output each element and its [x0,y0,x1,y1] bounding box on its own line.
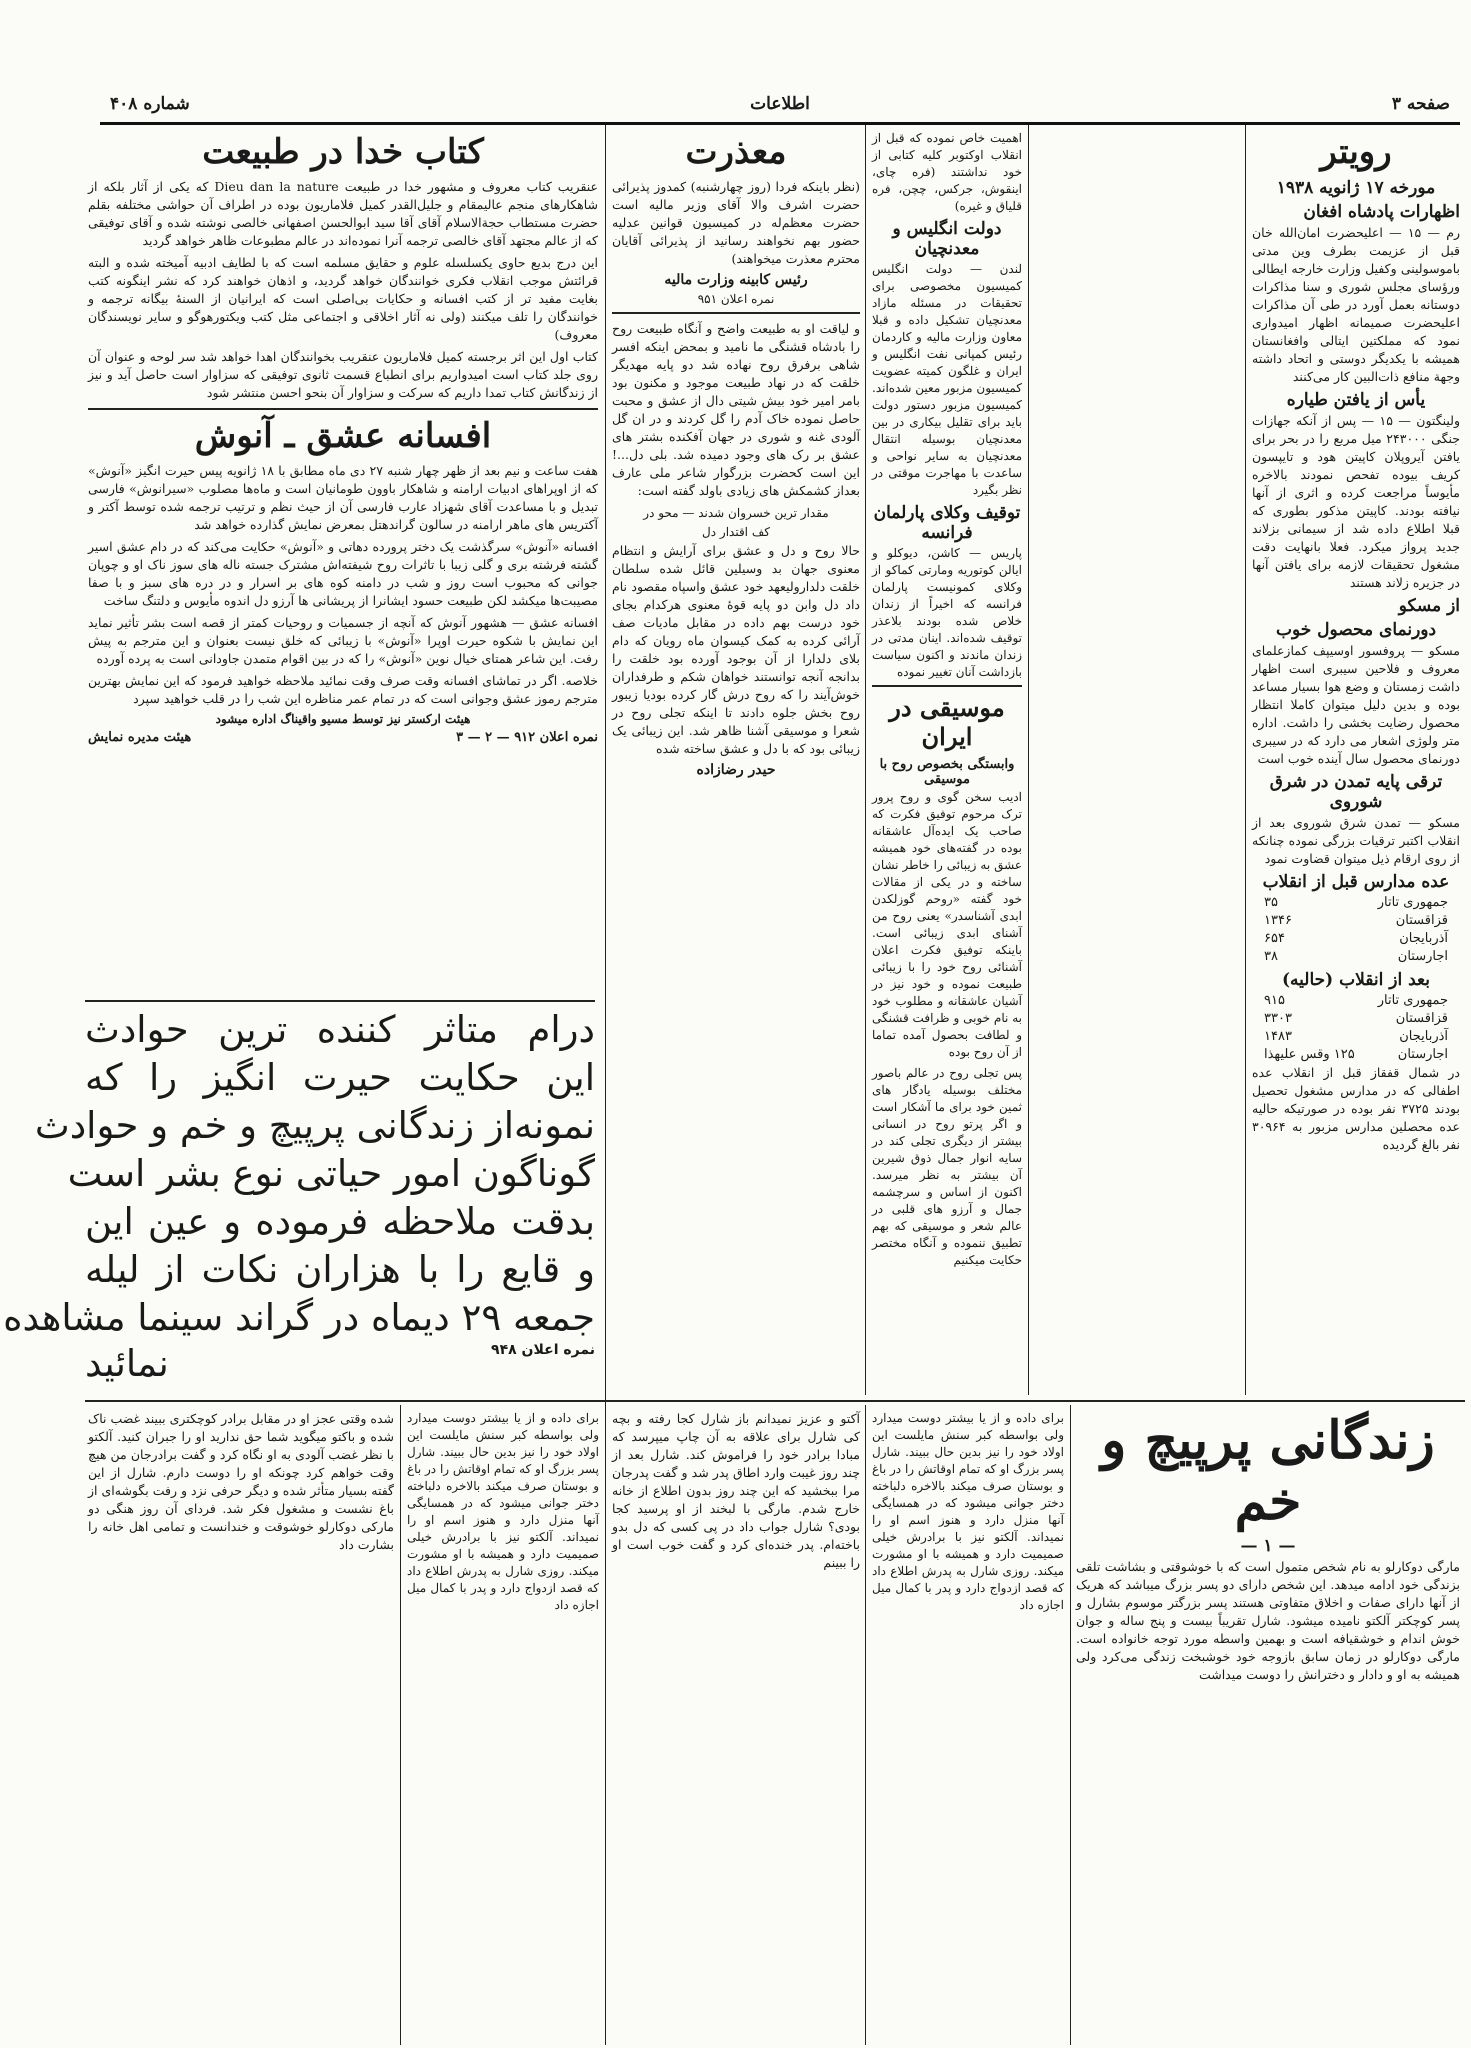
verse-line: مقدار ترین خسروان شدند — محو در [643,506,829,520]
serial-column-5 [88,1410,394,2040]
airplane-text: ولینگتون — ۱۵ — پس از آنکه جهازات جنگی ۲۴۳۰۰۰ میل مربع را در بحر برای یافتن آیروپلان کاپیتن هود و تایپسون کریف بیوده تفحص نمودند بالاخره مأیوساً مراجعت کرده و اثری از آنها نیافته بودند. کاپیتن مذکور بطوری که قبلا اطلاع داده شد از سیمانی بزلاند جدید پرواز میکرد. فعلا بانهایت دقت مشغول تحقیقات لازمه برای یافتن آنها در جزیره زلاند هستند [1252,413,1460,590]
civilization-heading: ترقی پایه تمدن در شرق شوروی [1269,772,1443,812]
ad-line: بدقت ملاحظه فرموده و عین این [85,1200,595,1243]
harvest-text: مسکو — پروفسور اوسیپف کمازعلمای معروف و فلاحین سیبری است اظهار داشت زمستان و وضع هوا بسیار مساعد بوده و بدین دلیل میتوان کاملا انتظار محصول رضایت بخشی را داشت. اداره متر ولوژی اشعار می دارد که در سیبری دورنمای محصول سال آینده خوب است [1252,643,1460,766]
serial-column-4 [407,1410,599,2040]
serial-column-3 [612,1410,860,2040]
cinema-advertisement [3,1000,595,1405]
apology-title: معذرت [685,132,787,172]
apology-notice: نمره اعلان ۹۵۱ [697,292,775,306]
moscow-heading: از مسکو [1398,596,1460,616]
masthead [100,92,1460,125]
miners-heading: دولت انگلیس و معدنچیان [892,219,1002,259]
serial-text-3: آکتو و عزیز نمیدانم باز شارل کجا رفته و بچه کی شارل برای علاقه به آن چاپ میپرسد که مبادا برادر خود را فراموش کند. شارل بعد از چند روز غیبت وارد اطاق پدر شد و گفت پدرجان مرا ببخشید که این چند روز بدون اطلاع از خانه خارج شدم. مارگی با لبخند از او پرسید کجا بودی؟ شارل جواب داد در پی کسی که دل بدو باخته‌ام. پدر خنده‌ای کرد و گفت خوب است او را ببینم [612,1411,860,1570]
apology-text: (نظر باینکه فردا (روز چهارشنبه) کمدوز پذیرائی حضرت اشرف والا آقای وزیر مالیه است حضرت معظم‌له در کمیسیون قوانین عدلیه حضور بهم نخواهند رسانید از پذیرائی آقایان محترم معذرت میخواهند) [612,179,860,266]
serial-column-1 [1076,1410,1460,2040]
column-rule [1028,125,1029,1395]
essay-text: و لیاقت او به طبیعت واضح و آنگاه طبیعت روح را بادشاه قشنگی ما نامید و بمحض اینکه افسر شاهی برفرق روح نهاده شد دو پایه مهدیگر خلقت که در نهاد طبیعت موجود و مکنون بود بامر امیر خود بیش شیتی دال از عشق و محبت حاصل نموده خاک آدم را گل کردند و در ان گل آلودی غنه و شوری در جهان آفکنده بشتر های عشق بر رک های وجود دمیده شد. بلی دل...! این است کحضرت بزرگوار شاعر ملی عارف بعداز کشمکش های زیادی باولد گفته است: [612,321,860,498]
anush-text-1: هفت ساعت و نیم بعد از ظهر چهار شنبه ۲۷ دی ماه مطابق با ۱۸ ژانویه پیس حیرت انگیز «آنوش» که از اوپراهای ادبیات ارامنه و شاهکار باوون طومانیان است و ماه‌ها مصلوب «سیرانوش» فارسی تبدیل و با مساعدت آقای شهزاد عارب فارسی آن از حیث نظم و ترتیب ترجمه شده توسط آکتر و آکتریس های ماهر ارامنه در سالون گراندهتل بمعرض نمایش گذارده خواهد شد [88,463,598,532]
column-rule [865,125,866,1395]
serial-text-2: برای داده و از یا بیشتر دوست میدارد ولی بواسطه کبر سنش مایلست این اولاد خود را نیز بدین حال ببیند. شارل پسر بزرگ او که تمام اوقاتش را در باغ و بوستان صرف میکند بالاخره دلباخته دختر جوانی میشود که در همسایگی آنها منزل دارد و هنوز اسم او را نمیداند. آلکتو نیز با برادرش خیلی صمیمیت دارد و همیشه با او مشورت میکند. روزی شارل به پدرش اطلاع داد که قصد ازدواج دارد و پدر با کمال میل اجازه داد [872,1411,1064,1612]
paper-name: اطلاعات [750,94,810,114]
column-news [872,130,1022,1395]
serial-text-1: مارگی دوکارلو به نام شخص متمول است که با خوشوقتی و بشاشت تلقی بزندگی خود ادامه میدهد. این شخص دارای دو پسر بزرگ میباشد که هریک از آنها دارای صفات و اخلاق متفاوتی هستند پسر بزرگتر موسوم بشارل و پسر کوچکتر آلکتو نامیده میشود. شارل تقریباً بیست و پنج ساله و جوان خوش اندام و خوشقیافه است و بهمین واسطه مورد توجه خانواده است. مارگی دوکارلو در زمان سابق بازوجه خود خوشبخت زندگی می‌کرد ولی همیشه به او و دادار و دخترانش را دوست میداشت [1076,1559,1460,1682]
reuters-date: مورخه ۱۷ ژانویه ۱۹۳۸ [1276,178,1436,198]
essay-signature: حیدر رضازاده [696,762,776,778]
ad-line: نمائید [85,1342,169,1385]
book-text-3: کتاب اول این اثر برجسته کمیل فلاماریون عنقریب بخوانندگان اهدا خواهد شد سر لوحه و عنوان آن روی جلد کتاب است امیدواریم برای انطباع قسمت ثانوی توفیقی که سزاوار است حاصل آید و نیز از زندگانش کتاب تمدا داریم که سرکت و سزاوار آن بنحو احسن منتشر شود [88,349,598,400]
harvest-heading: دورنمای محصول خوب [1275,620,1437,640]
book-text-2: این درج بدیع حاوی یکسلسله علوم و حقایق مسلمه است که با لطایف ادبیه آمیخته شده و البته قرائتش موجب انقلاب فکری خوانندگان خواهد گردید، و اذهان خواهند کرد که نشر اینگونه کتب بغایت مفید تر از کتب افسانه و حکایات بی‌اصلی است که ایرانیان از السنهٔ بیگانه ترجمه و خوانندگان را تلف میکنند (ولی نه آثار اخلاقی و اجتماعی مثل کتب ویکتورهوگو و سایر نویسندگان معروف) [88,255,598,342]
music-title: موسیقی در ایران [872,685,1022,751]
table-row: اجارستان ۳۸ [1264,949,1448,964]
music-subtitle: وابستگی بخصوص روح با موسیقی [879,757,1015,787]
apology-signature: رئیس کابینه وزارت مالیه [664,272,808,288]
column-book [88,130,598,990]
ad-line: و قایع را با هزاران نکات از لیله [85,1248,595,1291]
french-deputies-heading: توقیف وکلای پارلمان فرانسه [873,503,1021,543]
essay-text-2: حالا روح و دل و عشق برای آرایش و انتظام معنوی جهان بد وسیلین قائل شده سلطان خلقت دلدارولیعهد خود عشق واسپاه مقصود نام داد دل وابن دو پایه قوهٔ معنوی هرکدام بجای خود درست بهم داده در مقابل ماديات صف آرائی کرده به کمک کیسوان ماه رویان که دام بلای دلدارا از آن بوجود آورده بود خلقت را بدانجه آنجه توانستند خواهان شکم و طرفداران خوش‌آیند را که روح درش گار کرده بودیا زیبور روح بخش جلوه دادند تا اینکه تجلی روح در شعرا و موسیقی آشنا ظاهر شد. این زیبائی یک زیبائی بود که با دل و عشق ساخته شده [612,543,860,756]
book-title: کتاب خدا در طبیعت [202,132,484,172]
schools-before-heading: عده مدارس قبل از انقلاب [1262,872,1450,892]
ad-line: جمعه ۲۹ دیماه در گراند سینما مشاهده [3,1296,595,1339]
table-row: آذربایجان ۶۵۴ [1264,931,1448,946]
table-row: آذربایجان ۱۴۸۳ [1264,1029,1448,1044]
ad-line: درام متاثر کننده ترین حوادث [85,1008,595,1051]
afghan-king-text: رم — ۱۵ — اعلیحضرت امان‌الله خان قبل از عزیمت بطرف وین مدتی باموسولینی وکفیل وزارت خارجه ایطالی ورؤسای مجلس شوری و سنا مذاکرات دوستانه بعمل آورد در طی آن مذاکرات اعلیحضرت صمیمانه اظهار امیدواری نمود که مملکتین ایتالی وافغانستان همیشه با یکدیگر دوستی و اتحاد داشته وجهة منافع ذات‌البین کار می‌کنند [1252,225,1460,384]
serial-column-2 [872,1410,1064,2040]
serial-title: زندگانی پرپیچ و خم [1101,1410,1435,1532]
issue-number: شماره ۴۰۸ [110,94,190,114]
serial-text-5: شده وقتی عجز او در مقابل برادر کوچکتری ببیند غضب ناک شده و باکتو میگوید شما حق ندارید او را جبران کنید. آلکتو با نظر غضب آلودی به او نگاه کرد و گفت برادرجان من هیچ وقت خواهم کرد چونکه او را دوست دارم. شارل از این گفته بسیار متأثر شده و دیگر حرفی نزد و رفت بگوشه‌ای از باغ نشست و مشغول فکر شد. فردای آن روز هنگی دو مارکی دوکارلو خوشوقت و خندانست و تمامی اهل خانه را بشارت داد [88,1411,394,1552]
column-rule [865,1405,866,2045]
reuters-title: رویتر [1320,132,1392,172]
ad-footer [85,1342,595,1385]
verse-line: کف اقتدار دل [702,525,770,539]
serial-part: — ۱ — [1240,1536,1296,1556]
table-row: قزاقستان ۱۳۴۶ [1264,913,1448,928]
anush-closing: خلاصه. اگر در تماشای افسانه وقت صرف وقت نمائید ملاحظه خواهید فرمود که این نمایش بهترین مترجم رموز عشق وجوانی است که در تمام عمر مناظره این شب را در قلب خواهید سپرد [88,673,598,706]
table-row: قزاقستان ۳۳۰۳ [1264,1011,1448,1026]
column-apology [612,130,860,1395]
anush-title: افسانه عشق ـ آنوش [194,416,492,456]
serial-text-4: برای داده و از یا بیشتر دوست میدارد ولی بواسطه کبر سنش مایلست این اولاد خود را نیز بدین حال ببیند. شارل پسر بزرگ او که تمام اوقاتش را در باغ و بوستان صرف میکند بالاخره دلباخته دختر جوانی میشود که در همسایگی آنها منزل دارد و هنوز اسم او را نمیداند. آلکتو نیز با برادرش خیلی صمیمیت دارد و همیشه با او مشورت میکند. روزی شارل به پدرش اطلاع داد که قصد ازدواج دارد و پدر با کمال میل اجازه داد [407,1411,599,1612]
anush-text-3: افسانه عشق — هشهور آنوش که آنچه از جسمیات و روحیات کمتر از قصه است بشر تأثیر نماید این نمایش با شکوه حیرت اوپرا «آنوش» با زیبائی که خلق نیست بعنوان و این مترجم به پیش رفت. این شاعر همتای خیال نوین «آنوش» را که در بین اقوام متمدن جاودانی است به پرده آورده [88,615,598,666]
anush-orchestra: هیئت ارکستر نیز توسط مسیو واقیناگ اداره میشود [215,712,471,726]
schools-after-table [1252,992,1460,1064]
miners-text: لندن — دولت انگلیس کمیسیون مخصوصی برای تحقیقات در مسئله مازاد معدنچیان تشکیل داده و قبلا معاون وزارت مالیه و کاردمان رئیس کمپانی نفت انگلیس و ایران و غلگون کمیته عضویت کمیسیون مزبور معین شده‌اند. کمیسیون مزبور دستور دولت باید برای تقلیل بیکاری در بین معدنچیان بوسیله انتقال معدنچیان به سایر نواحی و ساعدت با مهاجرت موقتی در نظر بگیرد [872,262,1022,497]
anush-footer [88,730,598,745]
anush-signature: هیئت مدیره نمایش [88,730,192,745]
table-row: اجارستان ۱۲۵ وقس علیهذا [1264,1047,1448,1062]
music-text-2: پس تجلی روح در عالم باصور مختلف بوسیله یادگار های ثمین خود برای ما آشکار است و اگر پرتو روح در انسانی بیشتر از دیگری تجلی کند در سایه انوار جمال ذوق شیرین آن بیشتر به نظر میرسد. اکنون از اساس و سرچشمه جمال و آرزو های قلبی در عالم شعر و موسیقی که بهم تطبیق ننموده و آنگاه مختصر حکایت میکنیم [872,1066,1022,1267]
anush-text-2: افسانه «آنوش» سرگذشت یک دختر پرورده دهاتی و «آنوش» حکایت می‌کند که در دام عشق اسیر گشته فرشته بری و گلی زیبا با تاثرات روح شیفته‌اش مشترک جسته ناله های سوز ناک او و چوپان جوانی که محبوب است روز و شب در دامنه کوه های بر اسرار و در دره های سبز و با صفا مصیبت‌ها میکشد لکن طبیعت حسود ایشانرا از پریشانی ها آرزو دل اندوه مأیوس و دلتنگ ساخت [88,539,598,608]
schools-after-heading: بعد از انقلاب (حالیه) [1282,970,1430,990]
ad-line: این حکایت حیرت انگیز را که [85,1056,595,1099]
column-rule [1070,1405,1071,2045]
french-deputies-text: پاریس — کاشن، دیوکلو و ایالن کوتوریه ومارتی کماکو از وکلای کمونیست پارلمان فرانسه که اخیراً از زندان خلاص شده بودند بلاعذر توقیف شده‌اند. اینان مدتی در زندان ماندند و اکنون سیاست بازداشت آنان تغییر نموده [872,546,1022,679]
ad-line: گوناگون امور حیاتی نوع بشر است [67,1152,595,1195]
column-reuters [1252,130,1460,1395]
music-text: ادیب سخن گوی و روح پرور ترک مرحوم توفیق فکرت که صاحب یک ایده‌آل عاشقانه بوده در گفته‌های خود همیشه عشق به زیبائی را خاطر نشان ساخته و در یکی از مقالات خود گفته «روحم گوزلکدن ابدی آشناسدر» یعنی روح من آشنای ابدی زیبائی است. باینکه توفیق فکرت اعلان آشنائی روح خود را با زیبائی طبیعت نموده و خود نیز در آشیان عاشقانه و مطلوب خود به نام خوبی و ظرافت قشنگی و لطافت بحصول آمده تماما از آن روح بوده [872,790,1022,1059]
civilization-text: مسکو — تمدن شرق شوروی بعد از انقلاب اکتبر ترقیات بزرگی نموده چنانکه از روی ارقام ذیل میتوان قضاوت نمود [1252,815,1460,866]
table-row: جمهوری تاتار ۹۱۵ [1264,993,1448,1008]
afghan-king-heading: اظهارات پادشاه افغان [1303,202,1460,222]
column-rule [1245,125,1246,1395]
page-number: صفحه ۳ [1391,94,1450,114]
airplane-heading: یأس از یافتن طیاره [1286,390,1426,410]
anush-notice: نمره اعلان ۹۱۲ — ۲ — ۳ [456,730,598,745]
ad-notice: نمره اعلان ۹۴۸ [491,1342,595,1358]
book-text-1: عنقریب کتاب معروف و مشهور خدا در طبیعت Dieu dan la nature که یکی از آثار بلکه از شاهکارهای منجم عالیمقام و جلیل‌القدر کمیل فلاماریون بوده در اطراف آن حواشی مختلفه بقلم حضرت مستطاب حجة‌الاسلام آقای آقا سید ابوالحسن اصفهانی خالصی نوشته شده و آقای توفیقی که از عالم مجتهد آقای خالصی ترجمه آنرا نموده‌اند در عالم مطبوعات ظاهر خواهد گردید [88,179,598,248]
ad-line: نمونه‌از زندگانی پرپیچ و خم و حوادث [34,1104,595,1147]
civilization-tail: در شمال قفقاز قبل از انقلاب عده اطفالی که در مدارس مشغول تحصیل بودند ۳۷۲۵ نفر بوده در صورتیکه حالیه عده محصلین مدارس مزبور به ۳۰۹۶۴ نفر بالغ گردیده [1252,1065,1460,1152]
column-rule [605,125,606,2045]
schools-before-table [1252,894,1460,966]
news-intro: اهمیت خاص نموده که قبل از انقلاب اوکتوبر کلیه کتابی از خود نداشتند (فره چای، اینقوش، جرکس، چچن، فره قلیاق و غیره) [872,131,1022,213]
column-rule [400,1405,401,2045]
table-row: جمهوری تاتار ۳۵ [1264,895,1448,910]
